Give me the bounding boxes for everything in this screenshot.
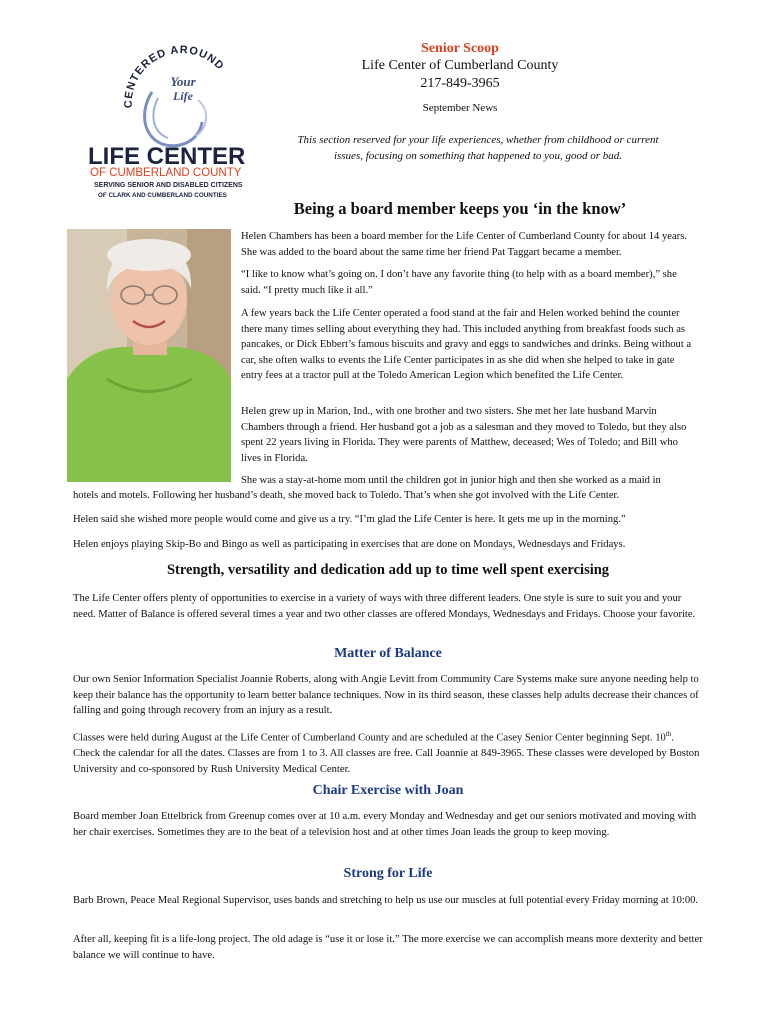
article-title: Strength, versatility and dedication add up to time well spent exercising bbox=[166, 562, 610, 578]
balance-paragraph: Our own Senior Information Specialist Joannie Roberts, along with Angie Levitt from Community Care Systems make sure anyone needing help to keep their balance has the opportunity to learn better balance techniques. Now in its third season, these classes help adults decrease their chances of falling and going through recovery from an injury as a result. bbox=[73, 674, 699, 717]
chair-paragraph: Board member Joan Ettelbrick from Greenup comes over at 10 a.m. every Monday and Wednesday and get our seniors motivated and moving with her chair exercises. Sometimes they are to the beat of a television host and at other times Joan leads the group to keep moving. bbox=[73, 811, 697, 838]
logo-serving-line2: OF CLARK AND CUMBERLAND COUNTIES bbox=[98, 192, 227, 199]
logo-county-text: OF CUMBERLAND COUNTY bbox=[90, 167, 242, 179]
article1-paragraph: Helen said she wished more people would come and give us a try. “I’m glad the Life Center is here. It gets me up in the morning.” bbox=[73, 514, 626, 525]
phone-number: 217-849-3965 bbox=[420, 76, 500, 91]
article-title: Being a board member keeps you ‘in the know’ bbox=[293, 199, 627, 218]
logo-main-text: LIFE CENTER bbox=[88, 143, 246, 170]
newsletter-header bbox=[280, 40, 640, 115]
strong-paragraph: Barb Brown, Peace Meal Regional Supervisor, uses bands and stretching to help us use our muscles at full potential every Friday morning at 10:00. bbox=[73, 895, 699, 906]
article1-paragraph: Helen enjoys playing Skip-Bo and Bingo as well as participating in exercises that are done on Mondays, Wednesdays and Fridays. bbox=[73, 539, 626, 550]
life-center-logo bbox=[80, 40, 280, 200]
subsection-heading: Chair Exercise with Joan bbox=[312, 783, 464, 798]
newsletter-name: Senior Scoop bbox=[421, 41, 499, 56]
strong-paragraph: After all, keeping fit is a life-long project. The old adage is “use it or lose it.” The more exercise we can accomplish means more dexterity and better balance we will continue to have. bbox=[73, 934, 703, 961]
balance-paragraph: Classes were held during August at the Life Center of Cumberland County and are scheduled at the Casey Senior Center beginning Sept. 10th. Check the calendar for all the dates. Classes are from 1 to 3. All classes are free. Call Joannie at 849-3965. These classes were developed by Boston University and co-sponsored by Rush University Medical Center. bbox=[73, 730, 700, 775]
logo-life: Life bbox=[173, 89, 193, 103]
article2-paragraph: The Life Center offers plenty of opportunities to exercise in a variety of ways with three different leaders. One style is sure to suit you and your need. Matter of Balance is offered several times a year and two other classes are offered Mondays, Wednesdays and Fridays. Choose your favorite. bbox=[73, 593, 696, 620]
logo-arc-text: CENTERED AROUND bbox=[122, 44, 227, 109]
subsection-heading: Matter of Balance bbox=[334, 646, 442, 661]
article1-paragraph: “I like to know what’s going on. I don’t have any favorite thing (to help with as a board member),” she said. “I pretty much like it all.” bbox=[241, 269, 677, 296]
issue-label: September News bbox=[422, 102, 498, 114]
organization-name: Life Center of Cumberland County bbox=[361, 58, 559, 73]
helen-chambers-photo bbox=[67, 229, 231, 482]
section-intro: This section reserved for your life experiences, whether from childhood or current issues, focusing on something that happened to you, good or bad. bbox=[297, 134, 659, 162]
article1-paragraph: hotels and motels. Following her husband’s death, she moved back to Toledo. That’s when she got involved with the Life Center. bbox=[73, 490, 620, 501]
subsection-heading: Strong for Life bbox=[343, 866, 433, 881]
article1-paragraph: Helen grew up in Marion, Ind., with one brother and two sisters. She met her late husband Marvin Chambers through a friend. Her husband got a job as a salesman and they moved to Toledo, but they also spent 22 years living in Florida. They were parents of Matthew, deceased; Wes of Toledo; and Bill who lives in Florida. bbox=[241, 406, 687, 464]
article1-paragraph: A few years back the Life Center operated a food stand at the fair and Helen worked behind the counter there many times selling about everything they had. This included anything from breakfast foods such as pancakes, or Dick Ebbert’s famous biscuits and gravy and eggs to sandwiches and drinks. Being without a car, she often walks to events the Life Center participates in as she did when she helped to take in gate entry fees at a tractor pull at the Toledo American Legion which benefited the Life Center. bbox=[241, 308, 692, 382]
article1-paragraph: Helen Chambers has been a board member for the Life Center of Cumberland County for about 14 years. She was added to the board about the same time her friend Pat Taggart became a member. bbox=[241, 231, 687, 258]
logo-serving-line1: SERVING SENIOR AND DISABLED CITIZENS bbox=[94, 182, 243, 189]
article1-paragraph: She was a stay-at-home mom until the children got in junior high and then she worked as a maid in bbox=[241, 475, 661, 486]
logo-your: Your bbox=[170, 74, 196, 89]
